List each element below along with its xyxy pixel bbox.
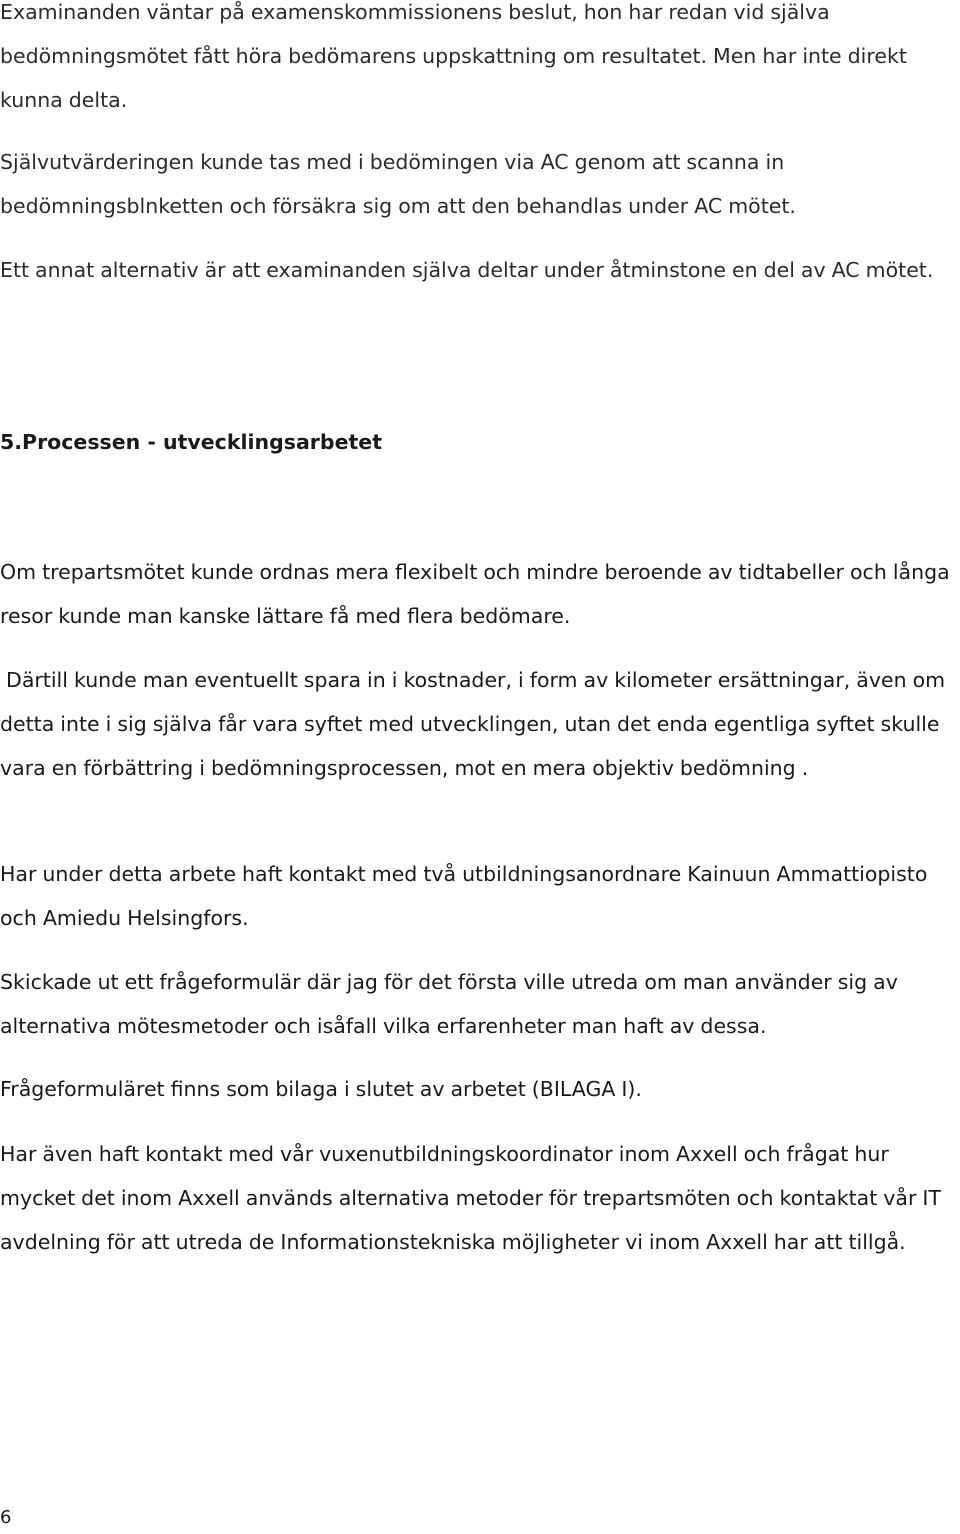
paragraph-alternative: Ett annat alternativ är att examinanden själva deltar under åtminstone en del av AC mötet. [0,258,934,282]
paragraph-contacts: Har under detta arbete haft kontakt med två utbildningsanordnare Kainuun Ammattiopisto och Amiedu Helsingfors. [0,862,934,930]
paragraph-questionnaire: Skickade ut ett frågeformulär där jag för det första ville utreda om man använder sig av alternativa mötesmetoder och isåfall vilka erfarenheter man haft av dessa. [0,970,904,1038]
paragraph-appendix: Frågeformuläret finns som bilaga i slutet av arbetet (BILAGA I). [0,1077,642,1101]
section-heading: 5.Processen - utvecklingsarbetet [0,430,383,454]
paragraph-costs: Därtill kunde man eventuellt spara in i kostnader, i form av kilometer ersättningar, även om detta inte i sig själva får vara syftet med utvecklingen, utan det enda egentliga syftet skulle vara en förbättring i bedömningsprocessen, mot en mera objektiv bedömning . [0,668,952,780]
paragraph-exam-decision: Examinanden väntar på examenskommissionens beslut, hon har redan vid själva bedömningsmötet fått höra bedömarens uppskattning om resultatet. Men har inte direkt kunna delta. [0,0,913,112]
paragraph-coordinator: Har även haft kontakt med vår vuxenutbildningskoordinator inom Axxell och frågat hur mycket det inom Axxell används alternativa metoder för trepartsmöten och kontaktat vår IT avdelning för att utreda de Informationstekniska möjligheter vi inom Axxell har att tillgå. [0,1142,947,1254]
paragraph-self-evaluation: Självutvärderingen kunde tas med i bedömingen via AC genom att scanna in bedömningsblnketten och försäkra sig om att den behandlas under AC mötet. [0,150,796,218]
paragraph-trepartsmote: Om trepartsmötet kunde ordnas mera flexibelt och mindre beroende av tidtabeller och långa resor kunde man kanske lättare få med flera bedömare. [0,560,956,628]
page-number: 6 [0,1507,12,1528]
